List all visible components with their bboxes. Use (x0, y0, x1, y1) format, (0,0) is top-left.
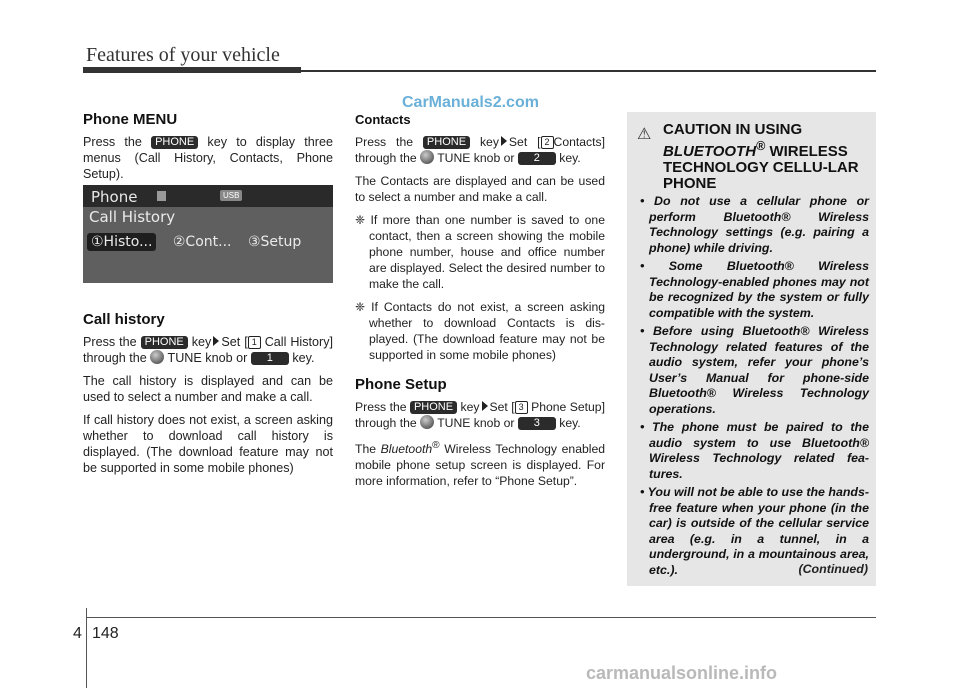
number-2-icon: 2 (541, 136, 554, 149)
screen-menu-item: ②Cont... (172, 234, 232, 250)
call-history-section (83, 312, 333, 483)
continued-label: (Continued) (798, 562, 868, 576)
phone-key: PHONE (141, 336, 188, 349)
caution-list (635, 194, 869, 581)
warning-triangle-icon: ⚠ (637, 126, 652, 143)
arrow-right-icon (482, 401, 488, 411)
call-history-paragraph: If call history does not exist, a screen asking whether to download call history is displayed. (The download feature may not be supported in some mobile phones) (83, 413, 333, 475)
contacts-heading: Contacts (355, 112, 411, 127)
contacts-note: ❈ If Contacts do not exist, a screen asking whether to download Contacts is dis-played. (The download feature may not be supported in some mobile phones) (355, 300, 605, 362)
phone-key: PHONE (410, 401, 457, 414)
phone-key: PHONE (423, 136, 470, 149)
tune-knob-icon (420, 150, 434, 164)
usb-icon: USB (220, 190, 242, 201)
page-number: 148 (92, 625, 119, 642)
caution-item: • You will not be able to use the hands-free feature when your phone (in the car) is outside of the cellular service area (e.g. in a tunnel, in a underground, in a mountainous area, etc.). (640, 485, 869, 577)
tune-knob-icon (420, 415, 434, 429)
phone-menu-text: Press the PHONE key to display three menus (Call History, Contacts, Phone Setup). (83, 135, 334, 181)
screen-subtitle: Call History (89, 208, 176, 226)
header-bar (83, 67, 301, 73)
phone-setup-instructions: Press the PHONE key Set [ 3 Phone Setup] through the TUNE knob or 3 key. (355, 400, 605, 430)
arrow-right-icon (501, 136, 507, 146)
screen-menu (87, 233, 313, 251)
footer-divider (86, 608, 87, 688)
phone-setup-paragraph: The Bluetooth® Wireless Technology enabled mobile phone setup screen is displayed. For more information, refer to “Phone Setup”. (355, 440, 606, 489)
left-column (83, 112, 333, 189)
tune-knob-icon (150, 350, 164, 364)
call-history-paragraph: The call history is displayed and can be used to select a number and make a call. (83, 374, 333, 404)
key-3: 3 (518, 417, 556, 430)
key-1: 1 (251, 352, 289, 365)
screen-title: Phone (91, 188, 138, 206)
footer-rule (86, 617, 876, 618)
header-rule (301, 70, 876, 72)
middle-column (355, 112, 605, 496)
caution-item: • Some Bluetooth® Wireless Technology-enabled phones may not be recognized by the system or fully compatible with the system. (640, 259, 869, 320)
section-number: 4 (73, 625, 82, 642)
caution-item: • Before using Bluetooth® Wireless Technology related features of the audio system, refer your phone’s User’s Manual for phone-side Bluetooth® Wireless Technology operations. (640, 324, 869, 416)
phone-key: PHONE (151, 136, 198, 149)
call-history-instructions: Press the PHONE key Set [ 1 Call History] through the TUNE knob or 1 key. (83, 335, 334, 365)
number-1-icon: 1 (248, 336, 261, 349)
caution-box (627, 112, 876, 586)
contacts-paragraph: The Contacts are displayed and can be used to select a number and make a call. (355, 174, 605, 204)
watermark-top: CarManuals2.com (402, 94, 539, 111)
arrow-right-icon (213, 336, 219, 346)
contacts-note: ❈ If more than one number is saved to one contact, then a screen showing the mobile phone number, house and office number are displayed. Select the desired number to make the call. (355, 213, 605, 291)
bluetooth-icon (157, 191, 166, 201)
key-2: 2 (518, 152, 556, 165)
screen-menu-item: ③Setup (247, 234, 302, 250)
caution-title: CAUTION IN USING BLUETOOTH® WIRELESS TECHNOLOGY CELLU-LAR PHONE (663, 121, 859, 192)
phone-menu-heading: Phone MENU (83, 111, 178, 128)
caution-item: • The phone must be paired to the audio system to use Bluetooth® Wireless Technology related fea-tures. (640, 420, 869, 481)
screen-menu-item: ①Histo... (87, 233, 156, 251)
caution-item: • Do not use a cellular phone or perform Bluetooth® Wireless Technology settings (e.g. pairing a phone) while driving. (640, 194, 869, 255)
page-header-title: Features of your vehicle (86, 44, 280, 66)
contacts-instructions: Press the PHONE key Set [ 2 Contacts] through the TUNE knob or 2 key. (355, 135, 605, 165)
phone-setup-heading: Phone Setup (355, 376, 447, 393)
watermark-bottom: carmanualsonline.info (586, 663, 778, 683)
call-history-heading: Call history (83, 311, 165, 328)
phone-screen-image (83, 185, 333, 283)
number-3-icon: 3 (515, 401, 528, 414)
